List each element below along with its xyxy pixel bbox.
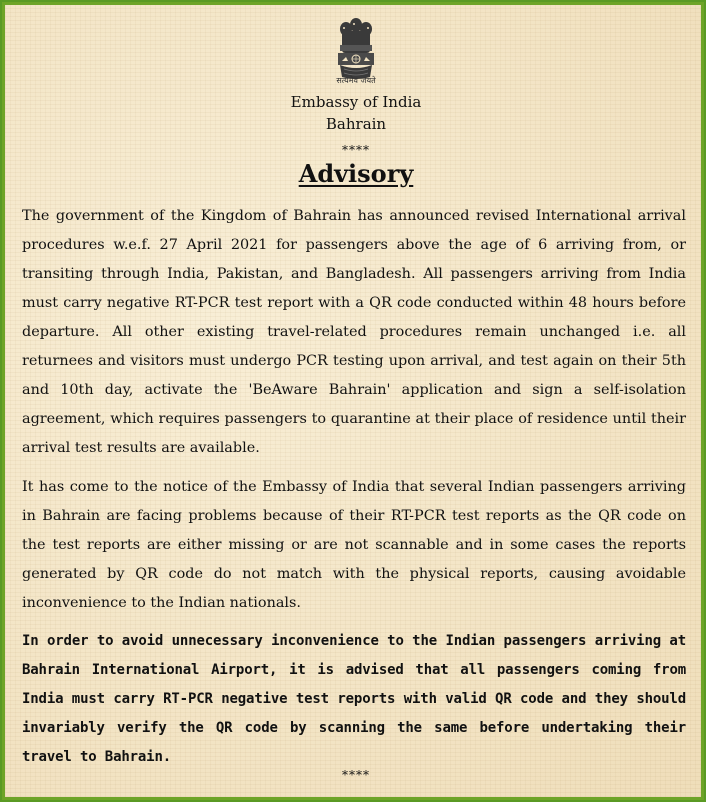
embassy-city: Bahrain: [325, 115, 387, 133]
paragraph-arrival-procedures: The government of the Kingdom of Bahrain has announced revised International arrival procedures w.e.f. 27 April 2021 for passengers above the age of 6 arriving from, or transiting through India, Pakistan, and Bangladesh. All passengers arriving from India must carry negative RT-PCR test report with a QR code conducted within 48 hours before departure. All other existing travel-related procedures remain unchanged i.e. all returnees and visitors must undergo PCR testing upon arrival, and test again on their 5th and 10th day, activate the 'BeAware Bahrain' application and sign a self-isolation agreement, which requires passengers to quarantine at their place of residence until their arrival test results are available.: [22, 208, 686, 456]
advisory-document: [2, 2, 704, 800]
separator-top: ****: [342, 143, 370, 157]
paragraph-qr-problems: It has come to the notice of the Embassy of India that several Indian passengers arriving in Bahrain are facing problems because of their RT-PCR test reports as the QR code on the test reports are either missing or are not scannable and in some cases the reports generated by QR code do not match with the physical reports, causing avoidable inconvenience to the Indian nationals.: [22, 479, 686, 611]
page-title: Advisory: [298, 159, 414, 188]
separator-bottom: ****: [342, 768, 370, 782]
paragraph-advice: In order to avoid unnecessary inconvenience to the Indian passengers arriving at Bahrain International Airport, it is advised that all passengers coming from India must carry RT-PCR negative test reports with valid QR code and they should invariably verify the QR code by scanning the same before undertaking their travel to Bahrain.: [22, 633, 686, 765]
embassy-name: Embassy of India: [290, 93, 422, 111]
emblem-motto: सत्यमेव जयते: [336, 76, 376, 85]
